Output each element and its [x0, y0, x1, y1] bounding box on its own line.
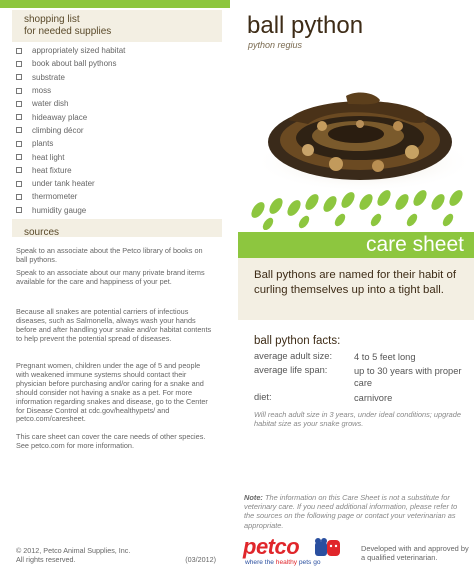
checkbox-icon: [16, 154, 22, 160]
fact-value: 4 to 5 feet long: [354, 352, 416, 362]
shopping-list-title: shopping list: [24, 14, 80, 25]
supply-item: [16, 57, 125, 70]
sources-paragraph: Speak to an associate about our many private brand items available for the care and happiness of your pet.: [16, 268, 205, 286]
intro-panel: [238, 258, 474, 320]
supply-item: [16, 110, 125, 123]
supply-item-label: moss: [32, 86, 52, 96]
page-title: ball python: [247, 12, 364, 39]
checkbox-icon: [16, 74, 22, 80]
copyright-line: [16, 555, 216, 564]
sources-paragraph: Pregnant women, children under the age of 5 and people with weakened immune systems should contact their physician before purchasing and/or caring for a snake and should consider not having a snake as a pet. For more information regarding snakes and disease, go to the Center for Disease Control at cdc.gov/healthypets/ and petco.com/caresheet.: [16, 361, 208, 424]
supply-item: [16, 204, 125, 217]
note-label: Note:: [244, 493, 263, 502]
checkbox-icon: [16, 127, 22, 133]
petco-tagline: [245, 559, 321, 566]
supply-item-label: under tank heater: [32, 179, 95, 189]
fact-row: [254, 392, 464, 404]
tagline-healthy: healthy: [275, 559, 298, 566]
fact-label: diet:: [254, 392, 272, 402]
supply-item: [16, 97, 125, 110]
sources-paragraph: Because all snakes are potential carriers of infectious diseases, such as Salmonella, always wash your hands before and after handling your snake and/or habitat contents to help prevent the potential spread of diseases.: [16, 307, 212, 343]
fact-label: average adult size:: [254, 351, 333, 361]
rights-text: All rights reserved.: [16, 555, 76, 564]
checkbox-icon: [16, 194, 22, 200]
supply-item: [16, 177, 125, 190]
checkbox-icon: [16, 167, 22, 173]
supply-item-label: book about ball pythons: [32, 59, 117, 69]
facts-title: ball python facts:: [254, 335, 341, 347]
care-sheet-label: care sheet: [365, 233, 464, 256]
species-name: python regius: [248, 40, 303, 50]
fact-value: carnivore: [354, 393, 393, 403]
supply-item: [16, 84, 125, 97]
supply-item-label: heat fixture: [32, 165, 72, 175]
supply-item-label: humidity gauge: [32, 205, 87, 215]
copyright: [16, 546, 216, 564]
care-sheet-banner: [238, 232, 474, 258]
vet-disclaimer: [244, 493, 466, 530]
checkbox-icon: [16, 101, 22, 107]
top-accent-strip: [0, 0, 230, 8]
supply-item: [16, 44, 125, 57]
petco-wordmark: petco: [243, 534, 300, 559]
supply-item-label: heat light: [32, 152, 65, 162]
shopping-list-header: [12, 10, 222, 42]
checkbox-icon: [16, 181, 22, 187]
sources-title: sources: [24, 227, 60, 238]
supply-item-label: water dish: [32, 99, 69, 109]
growth-note: Will reach adult size in 3 years, under ideal conditions; upgrade habitat size as your snake grows.: [254, 410, 461, 429]
ball-python-photo: [248, 80, 470, 230]
supply-item-label: thermometer: [32, 192, 78, 202]
fact-label: average life span:: [254, 365, 328, 375]
supply-item-label: appropriately sized habitat: [32, 46, 126, 56]
fact-row: [254, 365, 464, 389]
checkbox-icon: [16, 207, 22, 213]
petco-logo: [243, 534, 353, 572]
vet-approval-text: Developed with and approved by a qualified veterinarian.: [361, 544, 469, 562]
supply-item-label: hideaway place: [32, 112, 88, 122]
sources-header: [12, 219, 222, 237]
shopping-list-subtitle: for needed supplies: [24, 26, 112, 37]
supply-item: [16, 164, 125, 177]
checkbox-icon: [16, 114, 22, 120]
checkbox-icon: [16, 141, 22, 147]
note-text: The information on this Care Sheet is not a substitute for veterinary care. If you need additional information, please refer to the sources on the following page or contact your veterinarian as appropriate.: [244, 493, 458, 530]
supply-item: [16, 124, 125, 137]
checkbox-icon: [16, 48, 22, 54]
copyright-line: © 2012, Petco Animal Supplies, Inc.: [16, 546, 131, 555]
supply-item-label: plants: [32, 139, 54, 149]
fact-value: up to 30 years with proper care: [354, 366, 462, 388]
sources-paragraph: Speak to an associate about the Petco library of books on ball pythons.: [16, 246, 203, 264]
tagline-part: where the: [245, 559, 276, 566]
fact-row: [254, 351, 464, 363]
supplies-checklist: [16, 44, 125, 217]
checkbox-icon: [16, 61, 22, 67]
supply-item-label: climbing décor: [32, 125, 84, 135]
pets-icon: [313, 536, 343, 558]
date-code: (03/2012): [185, 555, 216, 564]
supply-item-label: substrate: [32, 72, 65, 82]
supply-item: [16, 137, 125, 150]
tagline-part: pets go: [297, 559, 321, 566]
supply-item: [16, 71, 125, 84]
supply-item: [16, 150, 125, 163]
checkbox-icon: [16, 88, 22, 94]
supply-item: [16, 190, 125, 203]
intro-text: Ball pythons are named for their habit of curling themselves up into a tight ball.: [254, 269, 456, 296]
sources-paragraph: This care sheet can cover the care needs of other species. See petco.com for more information.: [16, 432, 206, 450]
